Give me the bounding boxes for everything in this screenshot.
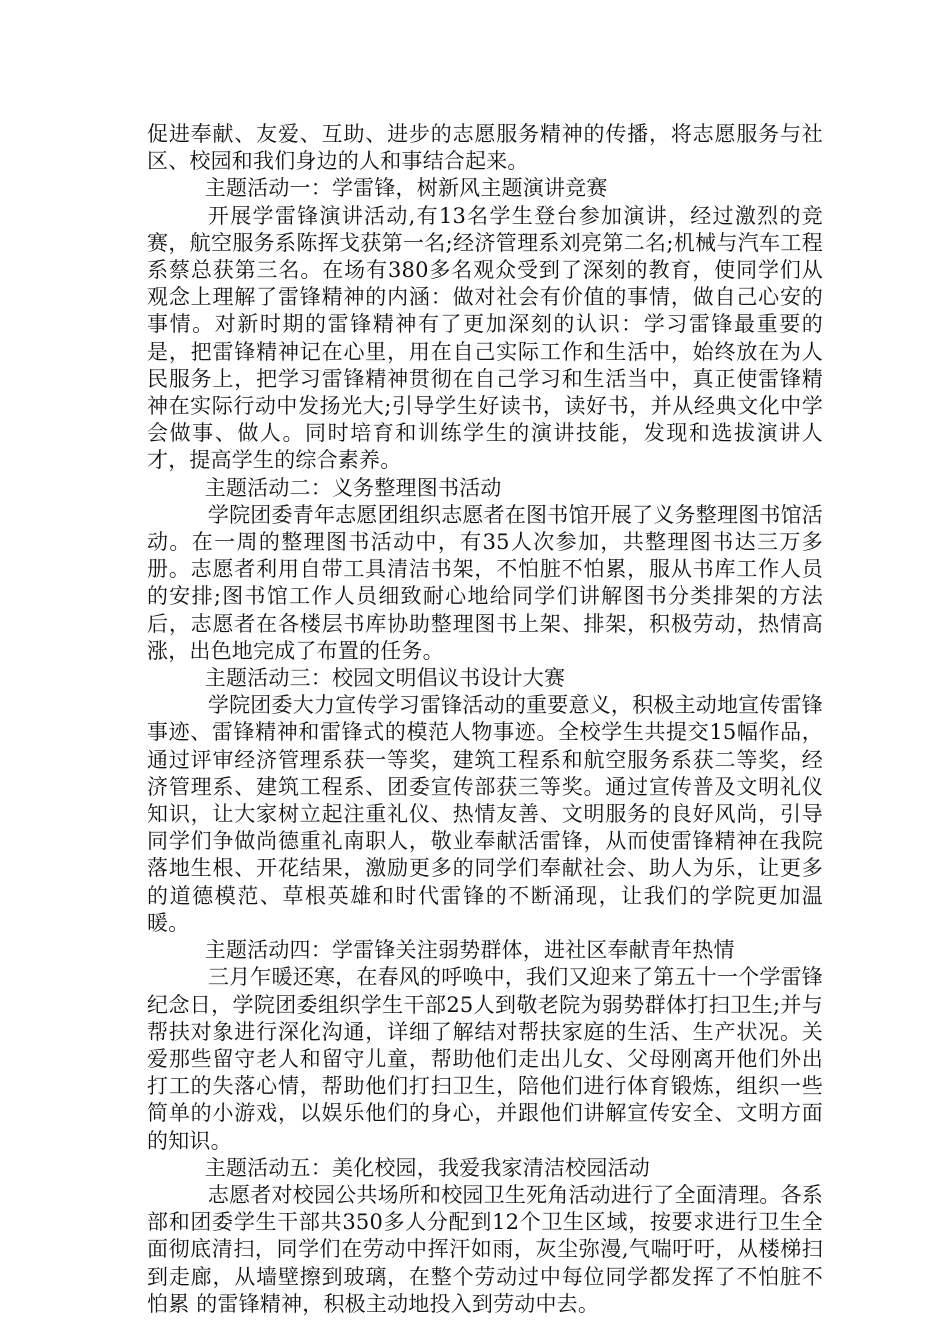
activity-four-heading: 主题活动四：学雷锋关注弱势群体，进社区奉献青年热情 xyxy=(204,938,735,963)
activity-one-heading: 主题活动一：学雷锋，树新风主题演讲竞赛 xyxy=(204,176,608,201)
activity-three-heading: 主题活动三：校园文明倡议书设计大赛 xyxy=(204,666,566,691)
activity-five-heading: 主题活动五：美化校园，我爱我家清洁校园活动 xyxy=(204,1155,650,1180)
activity-two-paragraph: 学院团委青年志愿团组织志愿者在图书馆开展了义务整理图书馆活动。在一周的整理图书活动中，有35人次参加，共整理图书达三万多册。志愿者利用自带工具清洁书架，不怕脏不怕累，服从书库工作人员的安排;图书馆工作人员细致耐心地给同学们讲解图书分类排架的方法后，志愿者在各楼层书库协助整理图书上架、排架，积极劳动，热情高涨，出色地完成了布置的任务。 xyxy=(147,502,823,663)
activity-five-paragraph: 志愿者对校园公共场所和校园卫生死角活动进行了全面清理。各系部和团委学生干部共350多人分配到12个卫生区域，按要求进行卫生全面彻底清扫，同学们在劳动中挥汗如雨，灰尘弥漫,气喘吁吁，从楼梯扫到走廊，从墙壁擦到玻璃，在整个劳动过中每位同学都发挥了不怕脏不怕累 的雷锋精神，积极主动地投入到劳动中去。 xyxy=(147,1182,823,1316)
activity-four-paragraph: 三月乍暖还寒，在春风的呼唤中，我们又迎来了第五十一个学雷锋纪念日，学院团委组织学生干部25人到敬老院为弱势群体打扫卫生;并与帮扶对象进行深化沟通，详细了解结对帮扶家庭的生活、生产状况。关爱那些留守老人和留守儿童，帮助他们走出儿女、父母刚离开他们外出打工的失落心情，帮助他们打扫卫生，陪他们进行体育锻炼，组织一些简单的小游戏，以娱乐他们的身心，并跟他们讲解宣传安全、文明方面的知识。 xyxy=(147,965,823,1153)
activity-two-heading: 主题活动二：义务整理图书活动 xyxy=(204,475,502,500)
document-body xyxy=(147,121,823,1318)
activity-three-paragraph: 学院团委大力宣传学习雷锋活动的重要意义，积极主动地宣传雷锋事迹、雷锋精神和雷锋式的模范人物事迹。全校学生共提交15幅作品，通过评审经济管理系获一等奖，建筑工程系和航空服务系获二等奖，经济管理系、建筑工程系、团委宣传部获三等奖。通过宣传普及文明礼仪知识，让大家树立起注重礼仪、热情友善、文明服务的良好风尚，引导同学们争做尚德重礼南职人，敬业奉献活雷锋，从而使雷锋精神在我院落地生根、开花结果，激励更多的同学们奉献社会、助人为乐，让更多的道德模范、草根英雄和时代雷锋的不断涌现，让我们的学院更加温暖。 xyxy=(147,693,823,935)
paragraph-intro-continuation: 促进奉献、友爱、互助、进步的志愿服务精神的传播，将志愿服务与社区、校园和我们身边的人和事结合起来。 xyxy=(147,122,823,174)
activity-one-paragraph: 开展学雷锋演讲活动,有13名学生登台参加演讲，经过激烈的竞赛，航空服务系陈挥戈获第一名;经济管理系刘亮第二名;机械与汽车工程系蔡总获第三名。在场有380多名观众受到了深刻的教育，使同学们从观念上理解了雷锋精神的内涵：做对社会有价值的事情，做自己心安的事情。对新时期的雷锋精神有了更加深刻的认识：学习雷锋最重要的是，把雷锋精神记在心里，用在自己实际工作和生活中，始终放在为人民服务上，把学习雷锋精神贯彻在自己学习和生活当中，真正使雷锋精神在实际行动中发扬光大;引导学生好读书，读好书，并从经典文化中学会做事、做人。同时培育和训练学生的演讲技能，发现和选拔演讲人才，提高学生的综合素养。 xyxy=(147,203,823,473)
